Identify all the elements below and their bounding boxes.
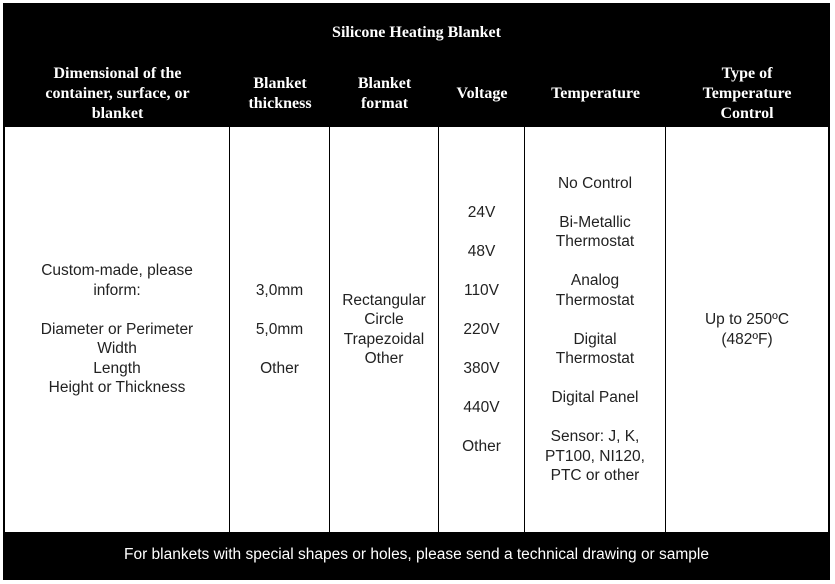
temperature-value: (482ºF) — [721, 330, 773, 348]
temperature-value: Up to 250ºC — [704, 311, 790, 328]
control-option: Thermostat — [555, 291, 635, 309]
control-option: No Control — [557, 174, 633, 192]
cell-temperature — [666, 127, 828, 532]
format-option: Other — [364, 350, 404, 367]
footer-note: For blankets with special shapes or holes, please send a technical drawing or sample — [5, 532, 828, 578]
voltage-option: 24V — [467, 203, 496, 221]
table-title: Silicone Heating Blanket — [5, 5, 828, 61]
voltage-option: 380V — [463, 359, 500, 377]
spec-table — [3, 3, 830, 580]
cell-format — [330, 127, 439, 532]
header-dimensions: Dimensional of the container, surface, or blanket — [45, 65, 190, 122]
voltage-option: 110V — [463, 281, 500, 299]
header-control-type: Type of Temperature Control — [702, 65, 792, 122]
control-option: Thermostat — [555, 350, 635, 367]
voltage-option: 440V — [463, 398, 500, 416]
format-option: Trapezoidal — [343, 330, 425, 348]
format-option: Circle — [364, 311, 404, 328]
thickness-option: 3,0mm — [255, 281, 304, 299]
control-option: Digital — [573, 330, 617, 348]
header-temperature: Temperature — [551, 85, 640, 102]
dimension-item: Diameter or Perimeter — [40, 320, 194, 338]
voltage-option: Other — [462, 437, 501, 455]
thickness-option: 5,0mm — [255, 320, 304, 338]
control-option: Analog — [570, 272, 620, 289]
cell-thickness — [230, 127, 330, 532]
body-row — [5, 127, 828, 532]
control-option: Thermostat — [555, 233, 635, 250]
voltage-option: 48V — [467, 242, 496, 260]
dimensions-intro-line: Custom-made, please — [41, 262, 193, 280]
header-row — [5, 61, 828, 127]
cell-voltage — [439, 127, 525, 532]
header-thickness: Blanket thickness — [248, 75, 312, 112]
control-option: PTC or other — [550, 467, 640, 484]
header-voltage: Voltage — [456, 85, 508, 102]
control-option: Bi-Metallic — [559, 213, 631, 231]
format-option: Rectangular — [342, 291, 426, 309]
dimensions-intro-line: inform: — [93, 281, 141, 299]
dimension-item: Height or Thickness — [48, 379, 186, 397]
cell-dimensions — [5, 127, 230, 532]
thickness-option: Other — [260, 359, 299, 377]
cell-temperature-control — [525, 127, 666, 532]
dimension-item: Width — [97, 340, 137, 358]
header-format: Blanket format — [357, 75, 412, 112]
voltage-option: 220V — [463, 320, 500, 338]
dimension-item: Length — [93, 359, 141, 377]
control-option: Digital Panel — [551, 389, 639, 406]
control-option: Sensor: J, K, — [550, 428, 640, 445]
control-option: PT100, NI120, — [545, 447, 645, 465]
